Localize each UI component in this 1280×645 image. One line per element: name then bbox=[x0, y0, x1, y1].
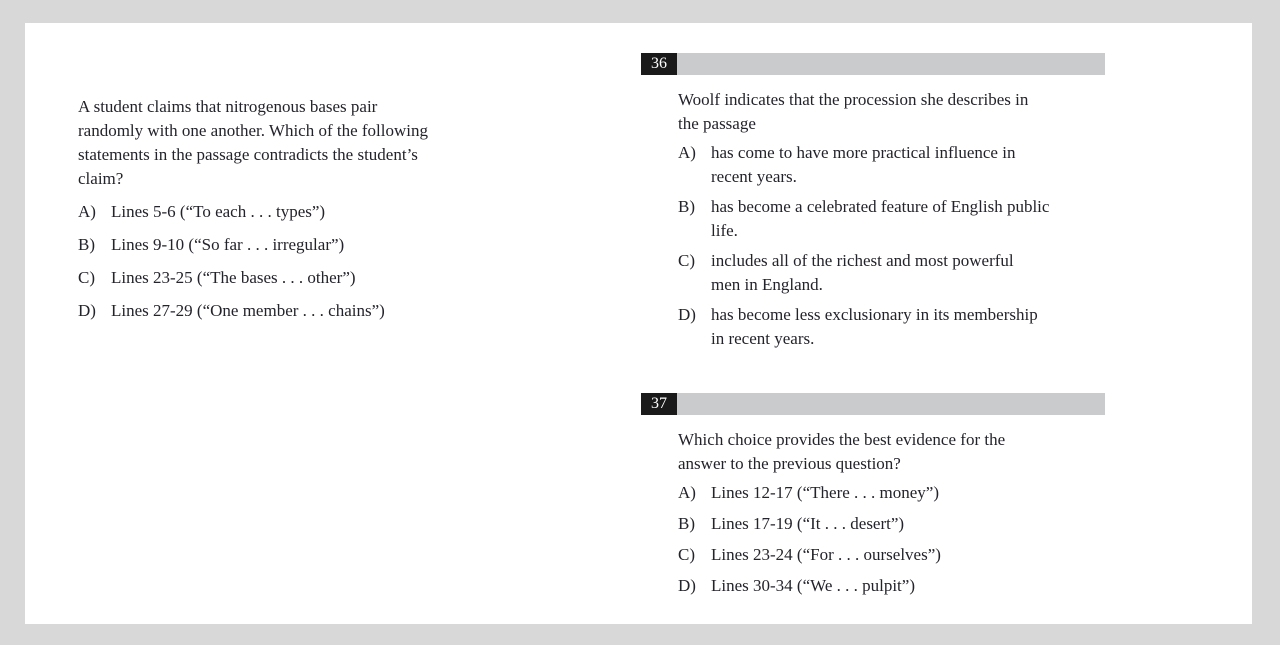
answer-choice-d bbox=[78, 299, 548, 323]
choice-letter: A) bbox=[78, 202, 96, 221]
choice-letter: D) bbox=[78, 301, 96, 320]
choices-list bbox=[678, 141, 1105, 351]
choice-letter: D) bbox=[678, 576, 696, 595]
choice-letter: D) bbox=[678, 305, 696, 324]
answer-choice-a bbox=[78, 200, 548, 224]
question-number-bar bbox=[641, 393, 1105, 415]
choice-letter: A) bbox=[678, 483, 696, 502]
stem-line: A student claims that nitrogenous bases pair bbox=[78, 97, 378, 116]
question-number: 36 bbox=[651, 55, 667, 72]
choice-text: Lines 17-19 (“It . . . desert”) bbox=[711, 514, 905, 533]
question-37 bbox=[641, 393, 1105, 605]
answer-choice-c bbox=[678, 249, 1105, 297]
stem-line: statements in the passage contradicts the student’s bbox=[78, 145, 418, 164]
choice-letter: C) bbox=[78, 268, 95, 287]
answer-choice-c bbox=[78, 266, 548, 290]
answer-choice-b bbox=[678, 195, 1105, 243]
choice-text: has become less exclusionary in its membership in recent years. bbox=[711, 305, 1038, 348]
answer-choice-a bbox=[678, 141, 1105, 189]
choice-text: Lines 27-29 (“One member . . . chains”) bbox=[111, 301, 385, 320]
choice-text: Lines 23-25 (“The bases . . . other”) bbox=[111, 268, 356, 287]
choice-letter: B) bbox=[678, 514, 695, 533]
choice-text: Lines 23-24 (“For . . . ourselves”) bbox=[711, 545, 941, 564]
answer-choice-b bbox=[678, 512, 1105, 536]
question-number-bar bbox=[641, 53, 1105, 75]
question-number-box bbox=[641, 53, 677, 75]
answer-choice-b bbox=[78, 233, 548, 257]
question-number-box bbox=[641, 393, 677, 415]
answer-choice-c bbox=[678, 543, 1105, 567]
choices-list bbox=[78, 200, 548, 323]
choice-letter: B) bbox=[78, 235, 95, 254]
answer-choice-d bbox=[678, 303, 1105, 351]
choice-letter: C) bbox=[678, 545, 695, 564]
choice-text: Lines 5-6 (“To each . . . types”) bbox=[111, 202, 326, 221]
choice-text: has come to have more practical influence in recent years. bbox=[711, 143, 1016, 186]
question-36 bbox=[641, 53, 1105, 357]
question-stem: Which choice provides the best evidence for the answer to the previous question? bbox=[678, 430, 1006, 473]
answer-choice-d bbox=[678, 574, 1105, 598]
question-stem bbox=[78, 95, 548, 191]
choice-letter: A) bbox=[678, 143, 696, 162]
choices-list bbox=[678, 481, 1105, 598]
choice-letter: C) bbox=[678, 251, 695, 270]
choice-text: Lines 12-17 (“There . . . money”) bbox=[711, 483, 939, 502]
choice-text: Lines 30-34 (“We . . . pulpit”) bbox=[711, 576, 915, 595]
question-block-left bbox=[78, 95, 548, 323]
answer-choice-a bbox=[678, 481, 1105, 505]
choice-text: Lines 9-10 (“So far . . . irregular”) bbox=[111, 235, 345, 254]
stem-line: randomly with one another. Which of the following bbox=[78, 121, 429, 140]
choice-text: includes all of the richest and most powerful men in England. bbox=[711, 251, 1014, 294]
question-stem: Woolf indicates that the procession she describes in the passage bbox=[678, 90, 1029, 133]
left-column bbox=[78, 95, 548, 332]
question-body bbox=[678, 428, 1105, 598]
choice-text: has become a celebrated feature of English public life. bbox=[711, 197, 1050, 240]
test-book-page bbox=[25, 23, 1252, 624]
choice-letter: B) bbox=[678, 197, 695, 216]
stem-line: claim? bbox=[78, 169, 124, 188]
question-body bbox=[678, 88, 1105, 351]
question-number: 37 bbox=[651, 395, 667, 412]
